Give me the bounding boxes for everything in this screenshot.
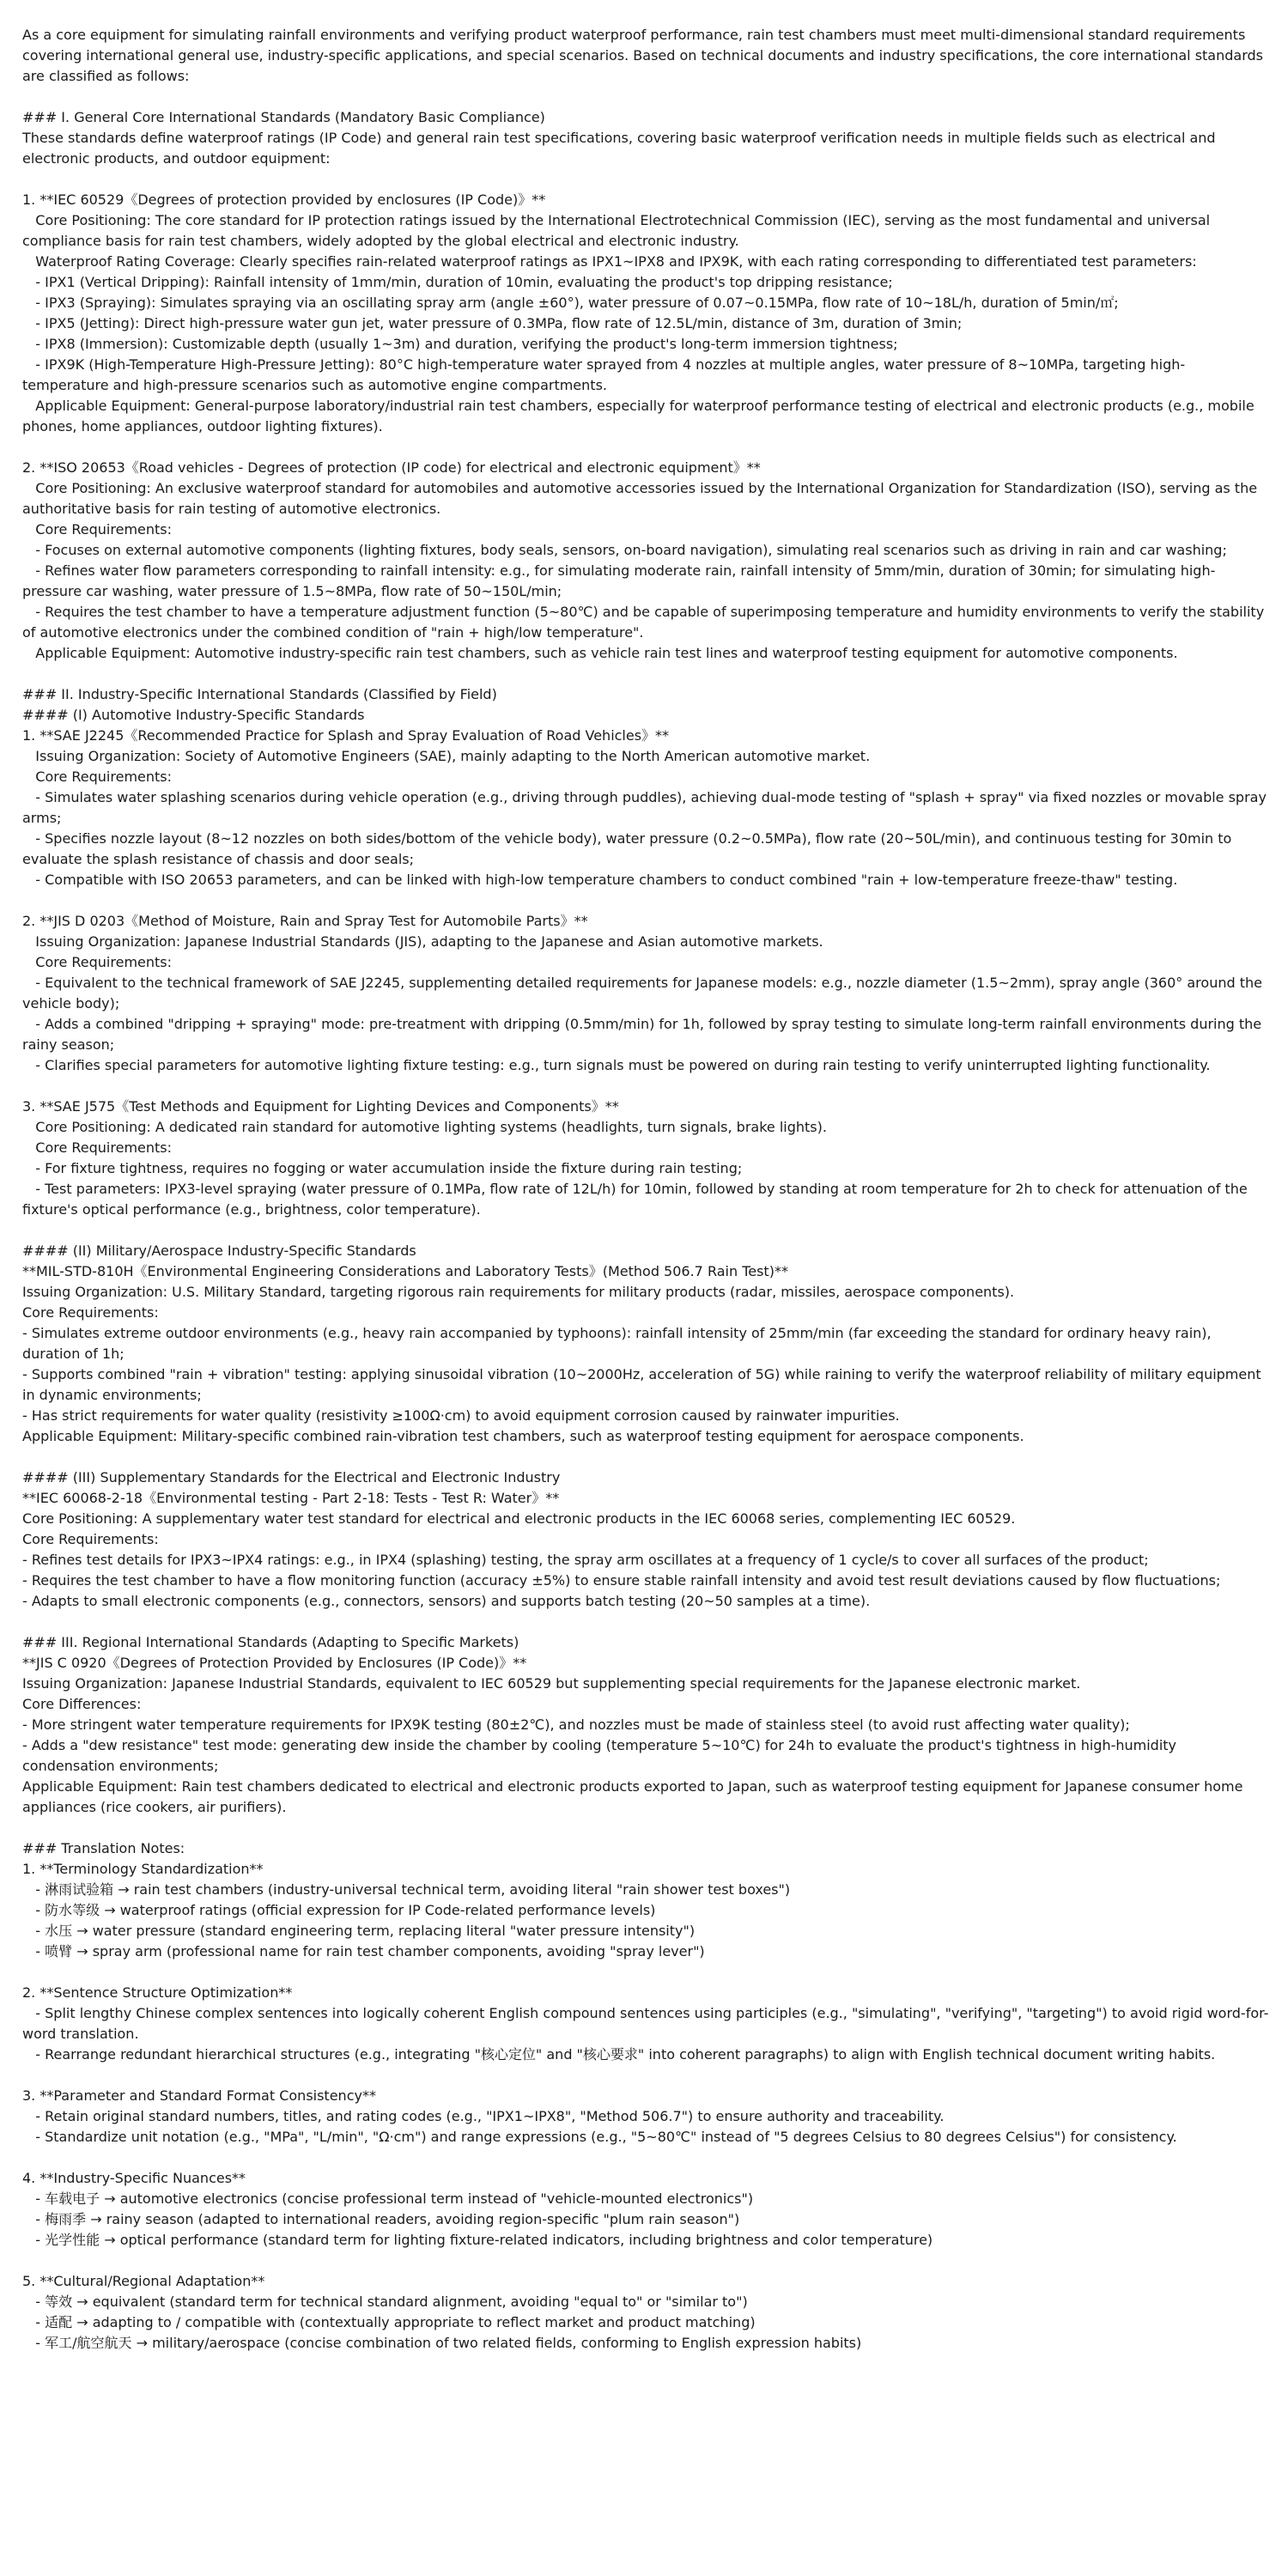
text-line: Applicable Equipment: Automotive industry-specific rain test chambers, such as vehicle rain test lines and waterproof testing equipment for automotive components. <box>22 645 1178 661</box>
text-line: Core Requirements: <box>22 1531 159 1547</box>
bullet-item: - IPX5 (Jetting): Direct high-pressure water gun jet, water pressure of 0.3MPa, flow rate of 12.5L/min, distance of 3m, duration of 3min; <box>22 315 963 331</box>
text-line: Issuing Organization: Japanese Industrial Standards (JIS), adapting to the Japanese and Asian automotive markets. <box>22 933 823 950</box>
standard-title: **IEC 60068-2-18《Environmental testing - Part 2-18: Tests - Test R: Water》** <box>22 1490 560 1506</box>
text-line: Core Positioning: A supplementary water test standard for electrical and electronic products in the IEC 60068 series, complementing IEC 60529. <box>22 1510 1016 1527</box>
standard-title: 2. **ISO 20653《Road vehicles - Degrees of protection (IP code) for electrical and electronic equipment》** <box>22 459 761 476</box>
bullet-item: - Adds a combined "dripping + spraying" mode: pre-treatment with dripping (0.5mm/min) for 1h, followed by spray testing to simulate long-term rainfall environments during the rainy season; <box>22 1016 1267 1053</box>
bullet-item: - IPX8 (Immersion): Customizable depth (usually 1~3m) and duration, verifying the product's long-term immersion tightness; <box>22 336 898 352</box>
blank-line <box>22 1076 1269 1097</box>
bullet-item: - Specifies nozzle layout (8~12 nozzles on both sides/bottom of the vehicle body), water pressure (0.2~0.5MPa), flow rate (20~50L/min), and continuous testing for 30min to evaluate the splash resistance of chassis and door seals; <box>22 830 1236 867</box>
text-line: Applicable Equipment: Rain test chambers dedicated to electrical and electronic products exported to Japan, such as waterproof testing equipment for Japanese consumer home appliances (rice cookers, air purifiers). <box>22 1778 1248 1815</box>
bullet-item: - 光学性能 → optical performance (standard term for lighting fixture-related indicators, including brightness and color temperature) <box>22 2232 933 2248</box>
text-line: Issuing Organization: U.S. Military Standard, targeting rigorous rain requirements for military products (radar, missiles, aerospace components). <box>22 1284 1015 1300</box>
text-line: Core Positioning: The core standard for IP protection ratings issued by the International Electrotechnical Commission (IEC), serving as the most fundamental and universal compliance basis for rain test chambers, widely adopted by the global electrical and electronic industry. <box>22 212 1215 249</box>
section-heading: ### III. Regional International Standards (Adapting to Specific Markets) <box>22 1634 519 1650</box>
bullet-item: - IPX1 (Vertical Dripping): Rainfall intensity of 1mm/min, duration of 10min, evaluating the product's top dripping resistance; <box>22 274 893 290</box>
standard-title: 3. **Parameter and Standard Format Consistency** <box>22 2087 376 2104</box>
text-line: Applicable Equipment: General-purpose laboratory/industrial rain test chambers, especially for waterproof performance testing of electrical and electronic products (e.g., mobile phones, home appliances, outdoor lighting fixtures). <box>22 398 1259 434</box>
bullet-item: - For fixture tightness, requires no fogging or water accumulation inside the fixture during rain testing; <box>22 1160 743 1176</box>
text-line: Core Requirements: <box>22 1139 173 1156</box>
text-line: Issuing Organization: Society of Automotive Engineers (SAE), mainly adapting to the North American automotive market. <box>22 748 871 764</box>
blank-line <box>22 2251 1269 2271</box>
standard-title: 2. **JIS D 0203《Method of Moisture, Rain and Spray Test for Automobile Parts》** <box>22 913 588 929</box>
bullet-item: - Supports combined "rain + vibration" testing: applying sinusoidal vibration (10~2000Hz, acceleration of 5G) while raining to verify the waterproof reliability of military equipment in dynamic environments; <box>22 1366 1266 1403</box>
text-line: Core Requirements: <box>22 521 173 538</box>
section-heading: ### Translation Notes: <box>22 1840 185 1856</box>
bullet-item: - IPX9K (High-Temperature High-Pressure Jetting): 80°C high-temperature water sprayed from 4 nozzles at multiple angles, water pressure of 8~10MPa, targeting high-temperature and high-pressure scenarios such as automotive engine compartments. <box>22 356 1186 393</box>
text-line: Core Requirements: <box>22 954 173 970</box>
standard-title: **MIL-STD-810H《Environmental Engineering Considerations and Laboratory Tests》(Method 506.7 Rain Test)** <box>22 1263 788 1279</box>
blank-line <box>22 1447 1269 1467</box>
bullet-item: - 防水等级 → waterproof ratings (official expression for IP Code-related performance levels) <box>22 1902 656 1918</box>
blank-line <box>22 890 1269 911</box>
standard-title: 3. **SAE J575《Test Methods and Equipment for Lighting Devices and Components》** <box>22 1098 619 1115</box>
subsection-heading: #### (II) Military/Aerospace Industry-Specific Standards <box>22 1242 416 1259</box>
bullet-item: - Refines test details for IPX3~IPX4 ratings: e.g., in IPX4 (splashing) testing, the spray arm oscillates at a frequency of 1 cycle/s to cover all surfaces of the product; <box>22 1552 1149 1568</box>
blank-line <box>22 1612 1269 1632</box>
bullet-item: - 淋雨试验箱 → rain test chambers (industry-universal technical term, avoiding literal "rain shower test boxes") <box>22 1881 791 1898</box>
text-line: Core Requirements: <box>22 1304 159 1321</box>
bullet-item: - Standardize unit notation (e.g., "MPa", "L/min", "Ω·cm") and range expressions (e.g., "5~80℃" instead of "5 degrees Celsius to 80 degrees Celsius") for consistency. <box>22 2129 1177 2145</box>
text-line: Waterproof Rating Coverage: Clearly specifies rain-related waterproof ratings as IPX1~IPX8 and IPX9K, with each rating corresponding to differentiated test parameters: <box>22 253 1197 270</box>
bullet-item: - 军工/航空航天 → military/aerospace (concise combination of two related fields, conforming to English expression habits) <box>22 2335 862 2351</box>
standard-title: 1. **Terminology Standardization** <box>22 1861 264 1877</box>
bullet-item: - IPX3 (Spraying): Simulates spraying via an oscillating spray arm (angle ±60°), water pressure of 0.07~0.15MPa, flow rate of 10~18L/h, duration of 5min/㎡; <box>22 295 1119 311</box>
bullet-item: - Split lengthy Chinese complex sentences into logically coherent English compound sentences using participles (e.g., "simulating", "verifying", "targeting") to avoid rigid word-for-word translation. <box>22 2005 1269 2042</box>
bullet-item: - Clarifies special parameters for automotive lighting fixture testing: e.g., turn signals must be powered on during rain testing to verify uninterrupted lighting functionality. <box>22 1057 1211 1073</box>
bullet-item: - Equivalent to the technical framework of SAE J2245, supplementing detailed requirements for Japanese models: e.g., nozzle diameter (1.5~2mm), spray angle (360° around the vehicle body); <box>22 975 1267 1012</box>
standard-title: 1. **IEC 60529《Degrees of protection provided by enclosures (IP Code)》** <box>22 191 546 208</box>
blank-line <box>22 1220 1269 1241</box>
bullet-item: - 等效 → equivalent (standard term for technical standard alignment, avoiding "equal to" or "similar to") <box>22 2293 748 2310</box>
bullet-item: - 适配 → adapting to / compatible with (contextually appropriate to reflect market and product matching) <box>22 2314 756 2330</box>
bullet-item: - 喷臂 → spray arm (professional name for rain test chamber components, avoiding "spray lever") <box>22 1943 705 1959</box>
text-line: As a core equipment for simulating rainfall environments and verifying product waterproof performance, rain test chambers must meet multi-dimensional standard requirements covering international general use, industry-specific applications, and special scenarios. Based on technical documents and industry specifications, the core international standards are classified as follows: <box>22 27 1268 84</box>
blank-line <box>22 1818 1269 1838</box>
bullet-item: - 水压 → water pressure (standard engineering term, replacing literal "water pressure intensity") <box>22 1923 696 1939</box>
document-body <box>22 25 1272 2354</box>
bullet-item: - Rearrange redundant hierarchical structures (e.g., integrating "核心定位" and "核心要求" into coherent paragraphs) to align with English technical document writing habits. <box>22 2046 1216 2063</box>
bullet-item: - Focuses on external automotive components (lighting fixtures, body seals, sensors, on-board navigation), simulating real scenarios such as driving in rain and car washing; <box>22 542 1227 558</box>
section-heading: ### II. Industry-Specific International Standards (Classified by Field) <box>22 686 497 702</box>
bullet-item: - Requires the test chamber to have a flow monitoring function (accuracy ±5%) to ensure stable rainfall intensity and avoid test result deviations caused by flow fluctuations; <box>22 1572 1221 1589</box>
bullet-item: - Has strict requirements for water quality (resistivity ≥100Ω·cm) to avoid equipment corrosion caused by rainwater impurities. <box>22 1407 900 1424</box>
text-line: Core Positioning: A dedicated rain standard for automotive lighting systems (headlights, turn signals, brake lights). <box>22 1119 827 1135</box>
text-line: Core Requirements: <box>22 769 173 785</box>
blank-line <box>22 664 1269 684</box>
standard-title: 2. **Sentence Structure Optimization** <box>22 1984 293 2001</box>
subsection-heading: #### (I) Automotive Industry-Specific Standards <box>22 707 365 723</box>
text-line: These standards define waterproof ratings (IP Code) and general rain test specifications, covering basic waterproof verification needs in multiple fields such as electrical and electronic products, and outdoor equipment: <box>22 130 1220 167</box>
standard-title: 4. **Industry-Specific Nuances** <box>22 2170 246 2186</box>
bullet-item: - Simulates extreme outdoor environments (e.g., heavy rain accompanied by typhoons): rainfall intensity of 25mm/min (far exceeding the standard for ordinary heavy rain), duration of 1h; <box>22 1325 1216 1362</box>
bullet-item: - More stringent water temperature requirements for IPX9K testing (80±2℃), and nozzles must be made of stainless steel (to avoid rust affecting water quality); <box>22 1716 1130 1733</box>
bullet-item: - Test parameters: IPX3-level spraying (water pressure of 0.1MPa, flow rate of 12L/h) for 10min, followed by standing at room temperature for 2h to check for attenuation of the fixture's optical performance (e.g., brightness, color temperature). <box>22 1181 1252 1218</box>
blank-line <box>22 1962 1269 1983</box>
bullet-item: - Adds a "dew resistance" test mode: generating dew inside the chamber by cooling (temperature 5~10℃) for 24h to evaluate the product's tightness in high-humidity condensation environments; <box>22 1737 1182 1774</box>
standard-title: **JIS C 0920《Degrees of Protection Provided by Enclosures (IP Code)》** <box>22 1655 527 1671</box>
bullet-item: - 车载电子 → automotive electronics (concise professional term instead of "vehicle-mounted electronics") <box>22 2190 754 2207</box>
blank-line <box>22 2065 1269 2086</box>
bullet-item: - Retain original standard numbers, titles, and rating codes (e.g., "IPX1~IPX8", "Method 506.7") to ensure authority and traceability. <box>22 2108 945 2124</box>
section-heading: ### I. General Core International Standards (Mandatory Basic Compliance) <box>22 109 545 125</box>
standard-title: 1. **SAE J2245《Recommended Practice for Splash and Spray Evaluation of Road Vehicles》** <box>22 727 670 744</box>
bullet-item: - Compatible with ISO 20653 parameters, and can be linked with high-low temperature chambers to conduct combined "rain + low-temperature freeze-thaw" testing. <box>22 872 1178 888</box>
bullet-item: - 梅雨季 → rainy season (adapted to international readers, avoiding region-specific "plum rain season") <box>22 2211 740 2227</box>
bullet-item: - Adapts to small electronic components (e.g., connectors, sensors) and supports batch testing (20~50 samples at a time). <box>22 1593 871 1609</box>
bullet-item: - Refines water flow parameters corresponding to rainfall intensity: e.g., for simulating moderate rain, rainfall intensity of 5mm/min, duration of 30min; for simulating high-pressure car washing, water pressure of 1.5~8MPa, flow rate of 50~150L/min; <box>22 562 1216 599</box>
bullet-item: - Requires the test chamber to have a temperature adjustment function (5~80℃) and be capable of superimposing temperature and humidity environments to verify the stability of automotive electronics under the combined condition of "rain + high/low temperature". <box>22 604 1269 641</box>
text-line: Core Positioning: An exclusive waterproof standard for automobiles and automotive accessories issued by the International Organization for Standardization (ISO), serving as the authoritative basis for rain testing of automotive electronics. <box>22 480 1262 517</box>
text-line: Issuing Organization: Japanese Industrial Standards, equivalent to IEC 60529 but supplementing special requirements for the Japanese electronic market. <box>22 1675 1081 1692</box>
blank-line <box>22 2148 1269 2168</box>
blank-line <box>22 169 1269 190</box>
text-line: Applicable Equipment: Military-specific combined rain-vibration test chambers, such as waterproof testing equipment for aerospace components. <box>22 1428 1024 1444</box>
text-line: Core Differences: <box>22 1696 142 1712</box>
blank-line <box>22 437 1269 458</box>
bullet-item: - Simulates water splashing scenarios during vehicle operation (e.g., driving through puddles), achieving dual-mode testing of "splash + spray" via fixed nozzles or movable spray arms; <box>22 789 1272 826</box>
standard-title: 5. **Cultural/Regional Adaptation** <box>22 2273 265 2289</box>
subsection-heading: #### (III) Supplementary Standards for the Electrical and Electronic Industry <box>22 1469 561 1485</box>
blank-line <box>22 87 1269 107</box>
